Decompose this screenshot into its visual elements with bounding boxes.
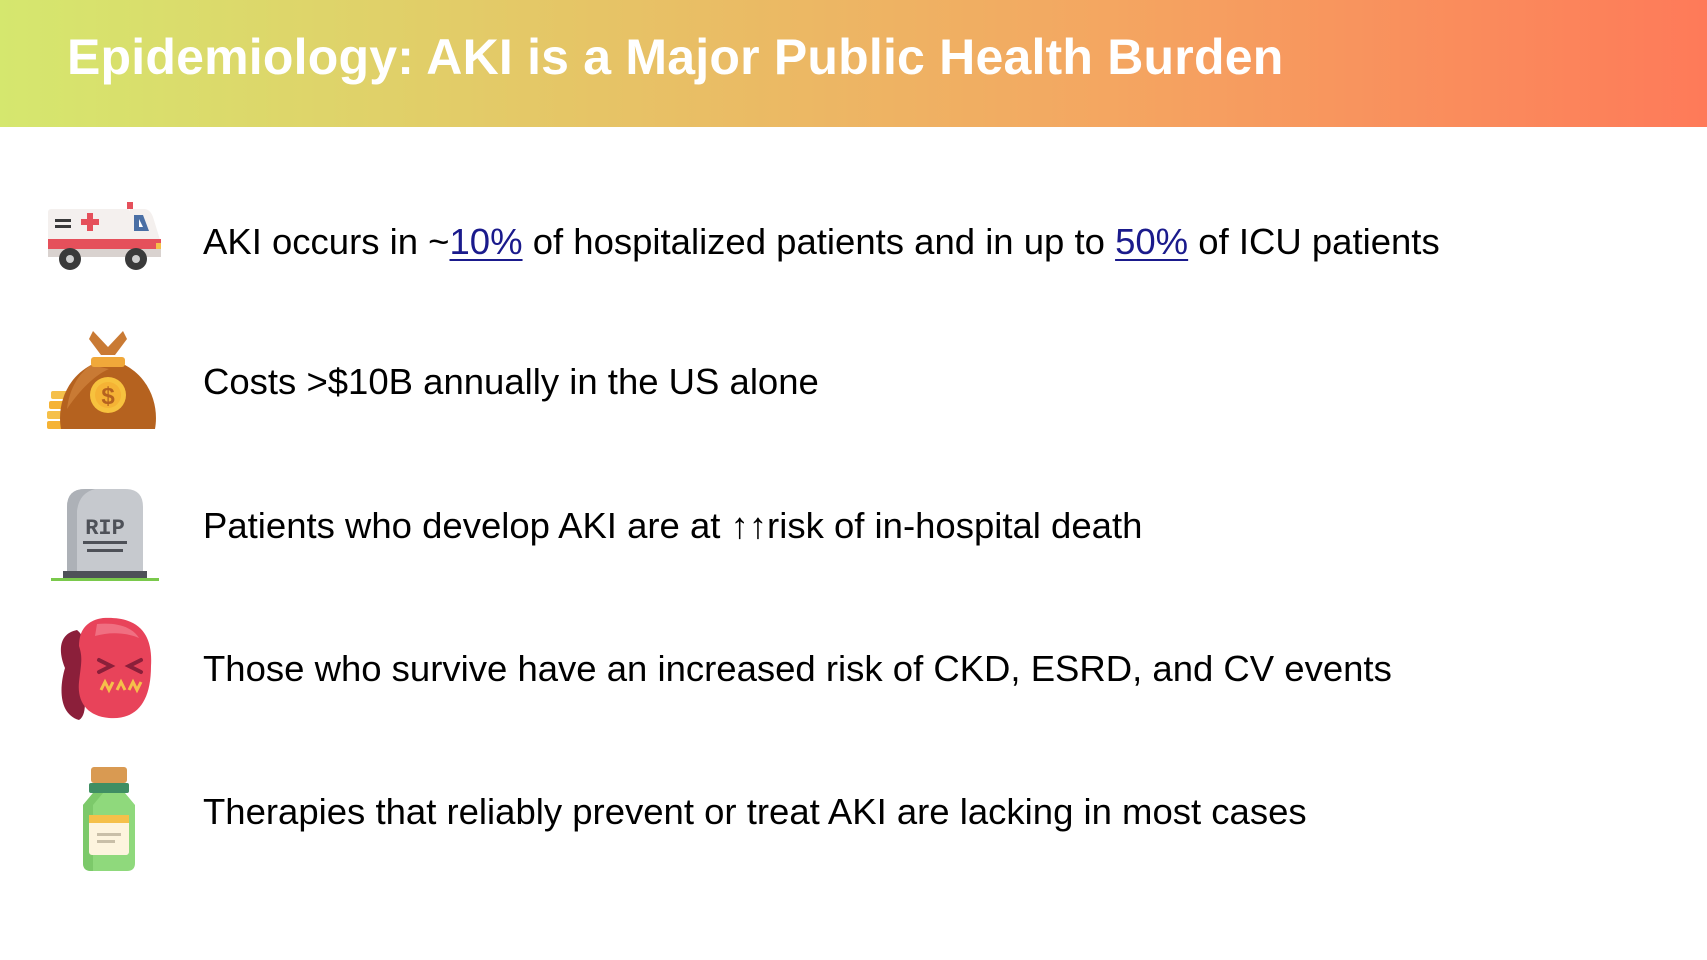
bullet-text-costs: Costs >$10B annually in the US alone (203, 361, 819, 402)
bullet-row-costs (0, 325, 1707, 455)
bullet-text-part: of ICU patients (1188, 221, 1440, 262)
tombstone-label: RIP (85, 516, 125, 541)
bullet-text-part: AKI occurs in ~ (203, 221, 450, 262)
money-bag-icon (43, 325, 163, 445)
ambulance-icon (43, 183, 163, 303)
medicine-bottle-icon (43, 753, 163, 873)
bullet-text-mortality: Patients who develop AKI are at ↑↑risk of in-hospital death (203, 505, 1143, 546)
bullet-text-part: of hospitalized patients and in up to (522, 221, 1116, 262)
stat-50-percent: 50% (1115, 221, 1189, 262)
title-banner (0, 0, 1707, 127)
bullet-row-therapies (0, 753, 1707, 883)
slide-title: Epidemiology: AKI is a Major Public Health Burden (67, 29, 1284, 85)
bullet-text-survivors: Those who survive have an increased risk of CKD, ESRD, and CV events (203, 648, 1392, 689)
svg-text:$: $ (101, 383, 115, 410)
bullet-row-survivors (0, 610, 1707, 740)
bullet-row-mortality (0, 467, 1707, 597)
tombstone-icon (43, 467, 163, 587)
stat-10-percent: 10% (449, 221, 523, 262)
bullet-text-therapies: Therapies that reliably prevent or treat AKI are lacking in most cases (203, 791, 1307, 832)
bullet-row-hospitalization (0, 183, 1707, 313)
bullet-text-hospitalization (203, 221, 1440, 263)
kidney-icon (43, 610, 163, 730)
